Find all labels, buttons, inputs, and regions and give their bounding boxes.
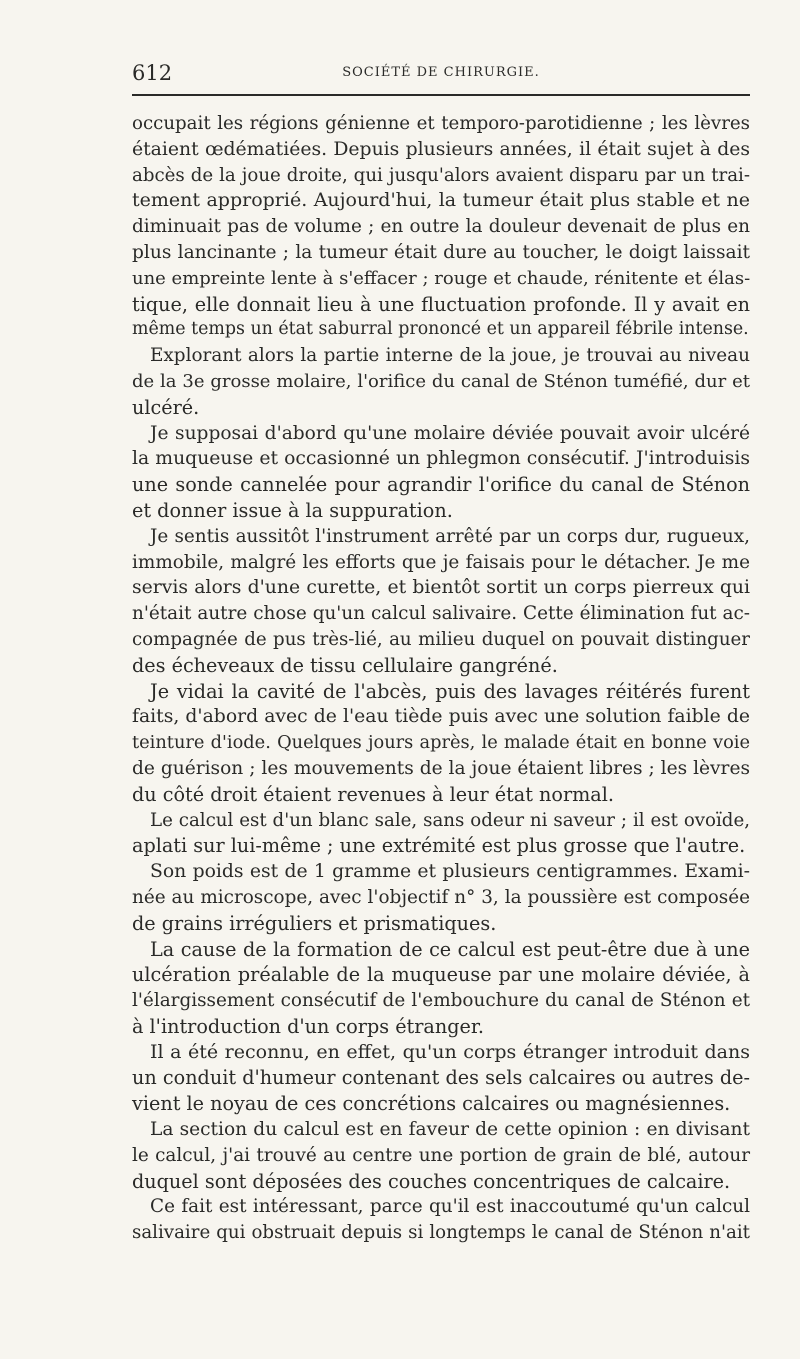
text-line: étaient œdématiées. Depuis plusieurs années, il était sujet à des bbox=[132, 138, 750, 160]
text-line: de guérison ; les mouvements de la joue étaient libres ; les lèvres bbox=[132, 757, 750, 779]
text-line: n'était autre chose qu'un calcul salivaire. Cette élimination fut ac- bbox=[132, 603, 750, 625]
text-line: Explorant alors la partie interne de la joue, je trouvai au niveau bbox=[150, 345, 750, 367]
text-line: Je sentis aussitôt l'instrument arrêté par un corps dur, rugueux, bbox=[150, 525, 750, 547]
text-line: du côté droit étaient revenues à leur état normal. bbox=[132, 782, 614, 806]
text-line: un conduit d'humeur contenant des sels calcaires ou autres de- bbox=[132, 1066, 750, 1090]
text-line: Je supposai d'abord qu'une molaire déviée pouvait avoir ulcéré bbox=[150, 422, 750, 444]
page-number: 612 bbox=[132, 61, 173, 85]
text-line: le calcul, j'ai trouvé au centre une portion de grain de blé, autour bbox=[132, 1144, 750, 1166]
body-text bbox=[132, 111, 750, 1246]
text-line: une sonde cannelée pour agrandir l'orifice du canal de Sténon bbox=[132, 473, 750, 497]
text-line: de la 3e grosse molaire, l'orifice du canal de Sténon tuméfié, dur et bbox=[132, 370, 750, 392]
text-line: Il a été reconnu, en effet, qu'un corps étranger introduit dans bbox=[150, 1040, 750, 1063]
text-line: Ce fait est intéressant, parce qu'il est inaccoutumé qu'un calcul bbox=[150, 1196, 750, 1218]
text-line: faits, d'abord avec de l'eau tiède puis avec une solution faible de bbox=[132, 706, 750, 728]
text-line: des écheveaux de tissu cellulaire gangréné. bbox=[132, 653, 558, 677]
text-line: servis alors d'une curette, et bientôt sortit un corps pierreux qui bbox=[132, 577, 750, 599]
text-line: duquel sont déposées des couches concentriques de calcaire. bbox=[132, 1169, 731, 1193]
text-line: tique, elle donnait lieu à une fluctuation profonde. Il y avait en bbox=[132, 292, 750, 316]
text-line: même temps un état saburral prononcé et un appareil fébrile intense. bbox=[132, 319, 749, 340]
text-line: diminuait pas de volume ; en outre la douleur devenait de plus en bbox=[132, 216, 750, 238]
text-line: tement approprié. Aujourd'hui, la tumeur était plus stable et ne bbox=[132, 189, 750, 212]
text-line: aplati sur lui-même ; une extrémité est plus grosse que l'autre. bbox=[132, 834, 746, 858]
text-line: de grains irréguliers et prismatiques. bbox=[132, 911, 497, 935]
text-line: née au microscope, avec l'objectif n° 3, la poussière est composée bbox=[132, 886, 750, 908]
text-line: La cause de la formation de ce calcul est peut-être due à une bbox=[150, 937, 750, 961]
text-line: teinture d'iode. Quelques jours après, le malade était en bonne voie bbox=[132, 732, 750, 754]
text-line: immobile, malgré les efforts que je faisais pour le détacher. Je me bbox=[132, 551, 750, 573]
header-rule bbox=[132, 94, 750, 96]
running-head bbox=[132, 60, 750, 86]
text-line: Je vidai la cavité de l'abcès, puis des lavages réitérés furent bbox=[150, 679, 750, 703]
text-line: et donner issue à la suppuration. bbox=[132, 498, 453, 522]
text-line: abcès de la joue droite, qui jusqu'alors avaient disparu par un trai- bbox=[132, 164, 750, 186]
journal-title: SOCIÉTÉ DE CHIRURGIE. bbox=[342, 65, 540, 80]
text-line: compagnée de pus très-lié, au milieu duquel on pouvait distinguer bbox=[132, 628, 750, 650]
text-line: vient le noyau de ces concrétions calcaires ou magnésiennes. bbox=[132, 1092, 731, 1116]
text-line: l'élargissement consécutif de l'embouchure du canal de Sténon et bbox=[132, 990, 750, 1012]
text-line: plus lancinante ; la tumeur était dure au toucher, le doigt laissait bbox=[132, 241, 750, 263]
text-line: La section du calcul est en faveur de cette opinion : en divisant bbox=[150, 1119, 750, 1141]
text-line: occupait les régions génienne et temporo-parotidienne ; les lèvres bbox=[132, 113, 750, 134]
text-line: Le calcul est d'un blanc sale, sans odeur ni saveur ; il est ovoïde, bbox=[150, 809, 750, 831]
text-line: Son poids est de 1 gramme et plusieurs centigrammes. Exami- bbox=[150, 861, 750, 883]
text-line: ulcéré. bbox=[132, 395, 200, 419]
text-line: salivaire qui obstruait depuis si longtemps le canal de Sténon n'ait bbox=[132, 1222, 750, 1244]
text-line: à l'introduction d'un corps étranger. bbox=[132, 1014, 485, 1038]
text-line: une empreinte lente à s'effacer ; rouge et chaude, rénitente et élas- bbox=[132, 267, 751, 289]
text-line: ulcération préalable de la muqueuse par une molaire déviée, à bbox=[132, 963, 750, 987]
text-line: la muqueuse et occasionné un phlegmon consécutif. J'introduisis bbox=[132, 448, 750, 470]
